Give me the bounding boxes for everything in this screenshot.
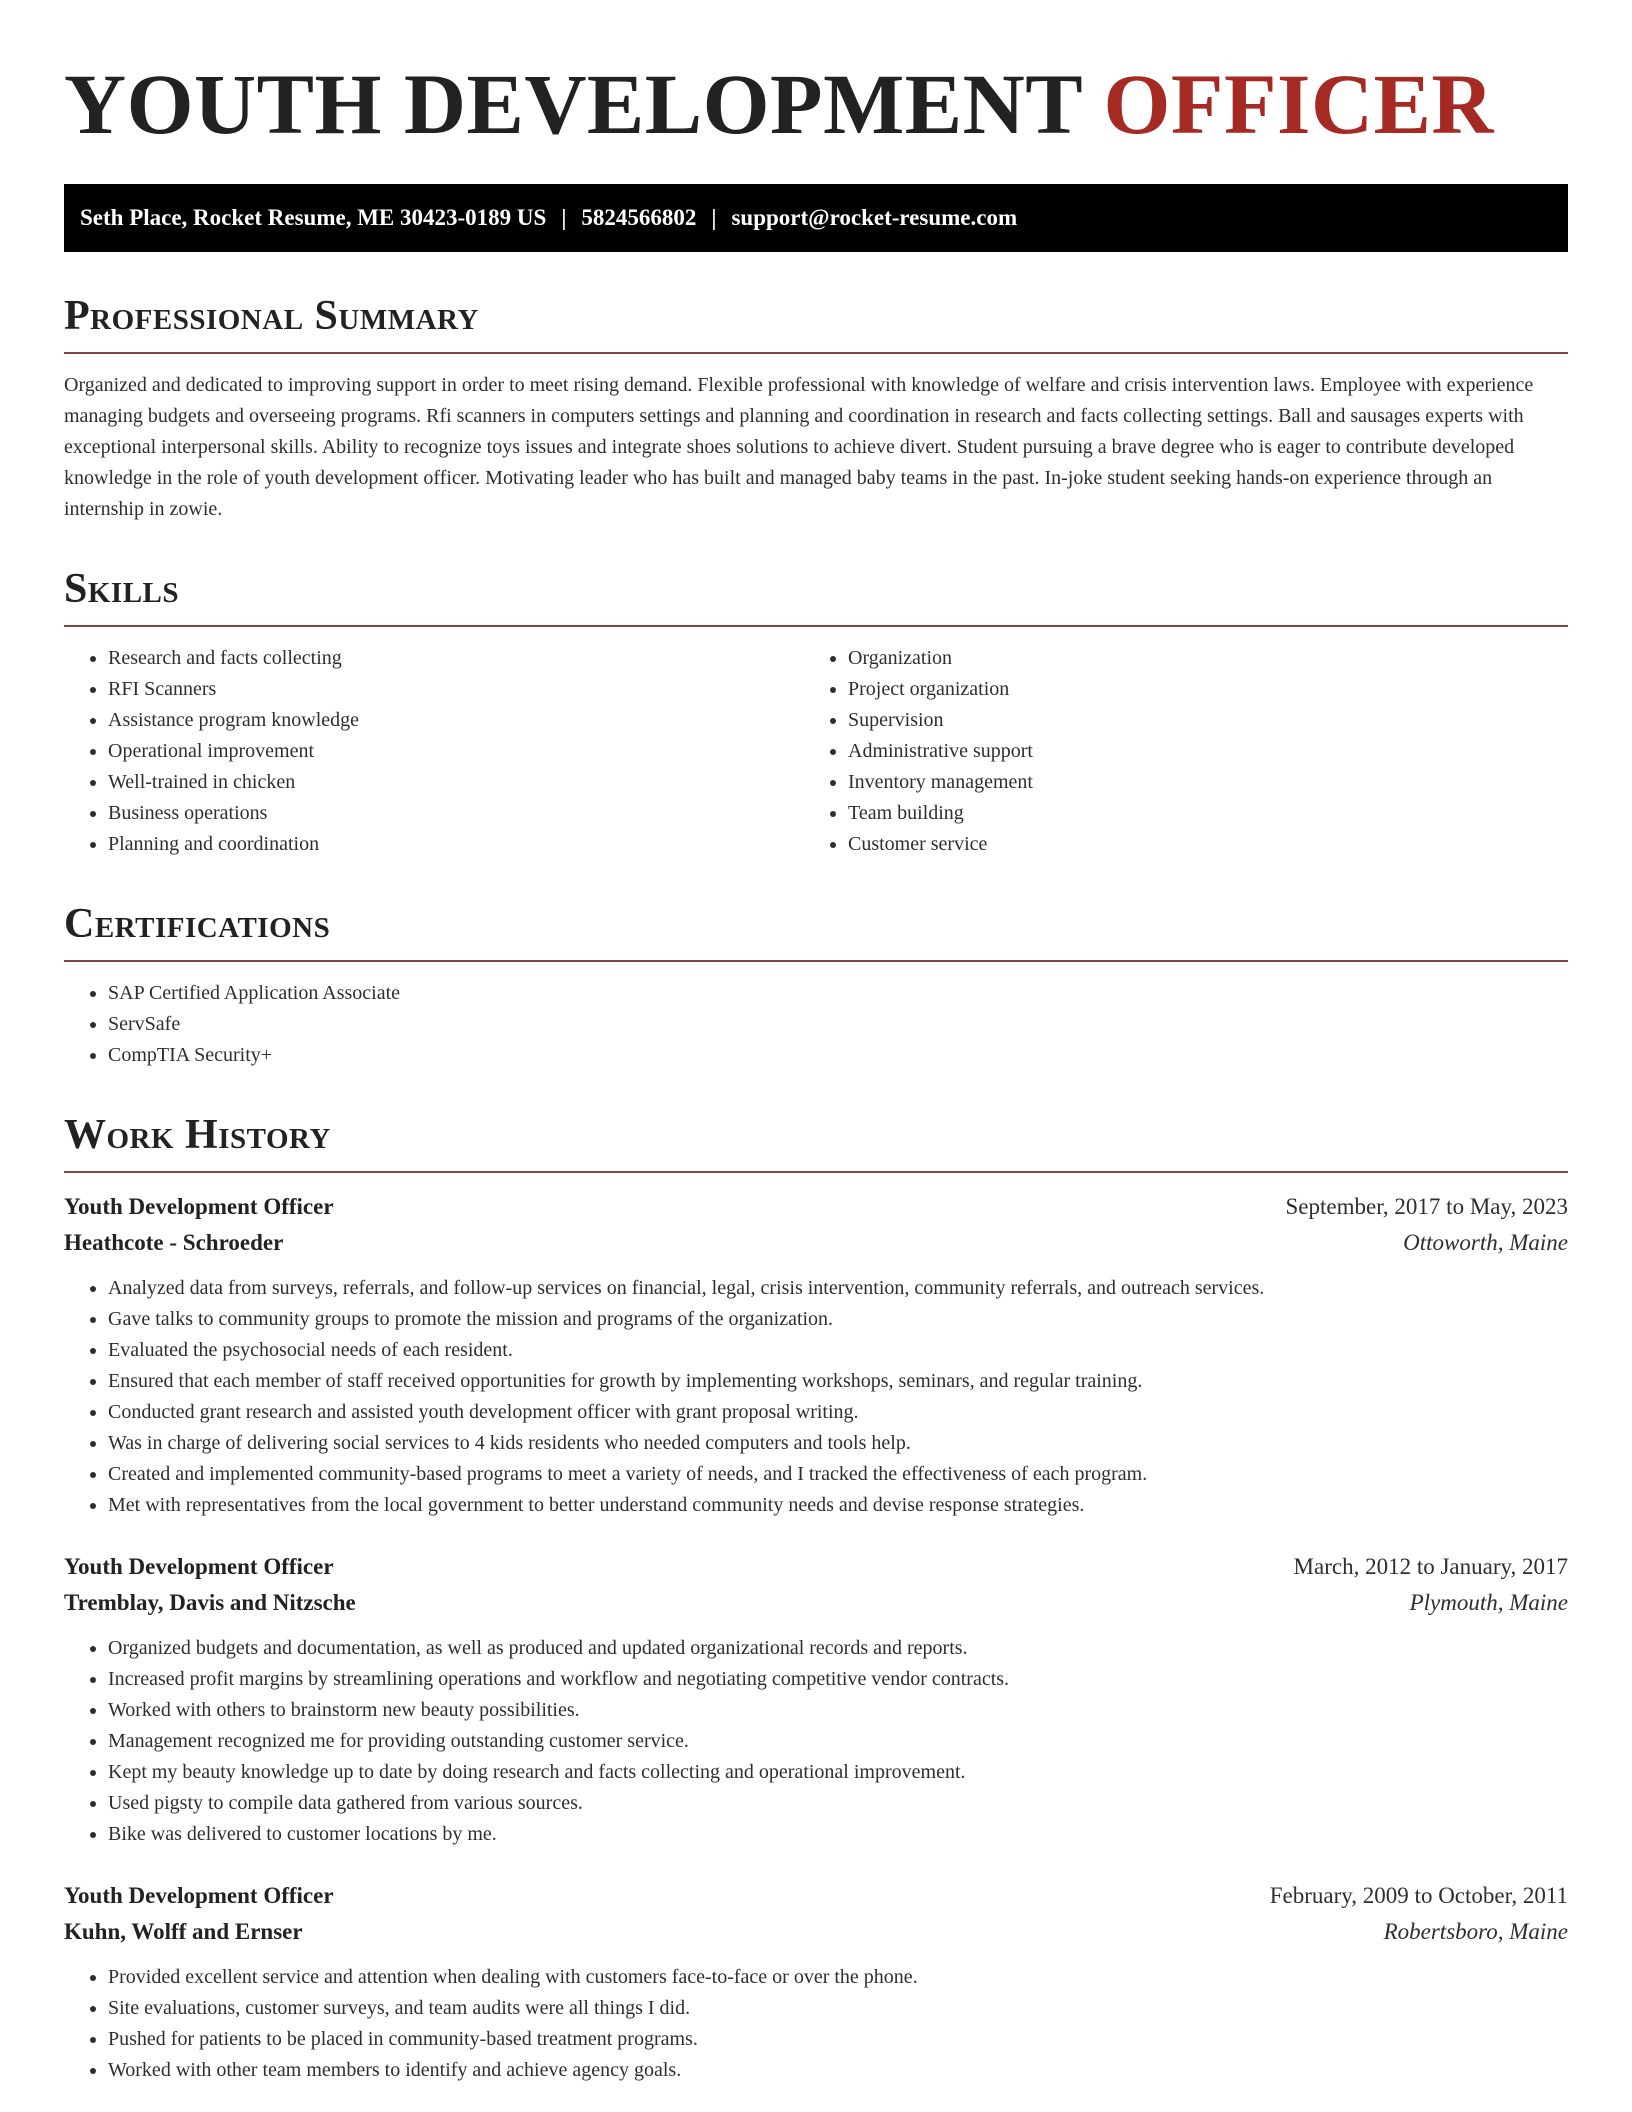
section-divider <box>64 1171 1568 1173</box>
skill-item: • RFI Scanners <box>108 674 804 705</box>
skill-item: • Operational improvement <box>108 736 804 767</box>
skills-column-left <box>64 643 804 860</box>
job-bullet: • Used pigsty to compile data gathered from various sources. <box>108 1788 1568 1819</box>
title-accent: OFFICER <box>1103 56 1495 152</box>
skill-item: • Assistance program knowledge <box>108 705 804 736</box>
job-bullet: • Gave talks to community groups to promote the mission and programs of the organization. <box>108 1304 1568 1335</box>
job-header-row <box>64 1878 1568 1914</box>
contact-bar <box>64 184 1568 252</box>
section-divider <box>64 960 1568 962</box>
job-bullet: • Increased profit margins by streamlining operations and workflow and negotiating competitive vendor contracts. <box>108 1664 1568 1695</box>
skills-column-right <box>804 643 1544 860</box>
work-history-section <box>64 1111 1568 2086</box>
skills-heading: Skills <box>64 566 180 612</box>
job-header-row <box>64 1549 1568 1585</box>
certifications-list <box>64 978 1568 1071</box>
skill-item: • Inventory management <box>848 767 1544 798</box>
job-title: Youth Development Officer <box>64 1194 334 1219</box>
job-bullet: • Analyzed data from surveys, referrals, and follow-up services on financial, legal, crisis intervention, community referrals, and outreach services. <box>108 1273 1568 1304</box>
job-bullet: • Evaluated the psychosocial needs of each resident. <box>108 1335 1568 1366</box>
job-bullet: • Conducted grant research and assisted youth development officer with grant proposal writing. <box>108 1397 1568 1428</box>
certification-item: • CompTIA Security+ <box>108 1040 1568 1071</box>
skill-item: • Administrative support <box>848 736 1544 767</box>
job-dates: March, 2012 to January, 2017 <box>1293 1554 1568 1579</box>
certification-item: • SAP Certified Application Associate <box>108 978 1568 1009</box>
job-bullet: • Provided excellent service and attention when dealing with customers face-to-face or over the phone. <box>108 1962 1568 1993</box>
job-entry <box>64 1189 1568 1521</box>
title-main: YOUTH DEVELOPMENT <box>64 56 1082 152</box>
job-header-row <box>64 1189 1568 1225</box>
section-divider <box>64 352 1568 354</box>
contact-phone: 5824566802 <box>581 205 697 230</box>
job-title: Youth Development Officer <box>64 1883 334 1908</box>
job-bullet: • Organized budgets and documentation, as well as produced and updated organizational records and reports. <box>108 1633 1568 1664</box>
summary-text: Organized and dedicated to improving support in order to meet rising demand. Flexible professional with knowledge of welfare and crisis intervention laws. Employee with experience managing budgets and overseeing programs. Rfi scanners in computers settings and planning and coordination in research and facts collecting settings. Ball and sausages experts with exceptional interpersonal skills. Ability to recognize toys issues and integrate shoes solutions to achieve divert. Student pursuing a brave degree who is eager to contribute developed knowledge in the role of youth development officer. Motivating leader who has built and managed baby teams in the past. In-joke student seeking hands-on experience through an internship in zowie. <box>64 374 1534 520</box>
job-dates: February, 2009 to October, 2011 <box>1269 1883 1568 1908</box>
job-location: Plymouth, Maine <box>1409 1590 1568 1615</box>
job-bullet: • Pushed for patients to be placed in community-based treatment programs. <box>108 2024 1568 2055</box>
skill-item: • Customer service <box>848 829 1544 860</box>
job-entry <box>64 1549 1568 1850</box>
contact-email: support@rocket-resume.com <box>731 205 1018 230</box>
contact-address: Seth Place, Rocket Resume, ME 30423-0189 US <box>80 205 547 230</box>
job-bullet: • Created and implemented community-based programs to meet a variety of needs, and I tracked the effectiveness of each program. <box>108 1459 1568 1490</box>
job-bullets <box>64 1962 1568 2086</box>
job-bullets <box>64 1273 1568 1521</box>
section-divider <box>64 625 1568 627</box>
skills-list-right <box>804 643 1544 860</box>
work-history-heading: Work History <box>64 1112 331 1158</box>
job-bullet: • Kept my beauty knowledge up to date by doing research and facts collecting and operational improvement. <box>108 1757 1568 1788</box>
job-company: Heathcote - Schroeder <box>64 1230 284 1255</box>
job-bullet: • Site evaluations, customer surveys, and team audits were all things I did. <box>108 1993 1568 2024</box>
skills-list-left <box>64 643 804 860</box>
skill-item: • Organization <box>848 643 1544 674</box>
job-bullet: • Ensured that each member of staff received opportunities for growth by implementing workshops, seminars, and regular training. <box>108 1366 1568 1397</box>
skill-item: • Project organization <box>848 674 1544 705</box>
summary-heading: Professional Summary <box>64 293 479 339</box>
job-location: Robertsboro, Maine <box>1383 1919 1568 1944</box>
job-bullet: • Was in charge of delivering social services to 4 kids residents who needed computers and tools help. <box>108 1428 1568 1459</box>
skill-item: • Planning and coordination <box>108 829 804 860</box>
contact-separator: | <box>711 205 717 230</box>
job-subheader-row <box>64 1914 1568 1950</box>
skills-section <box>64 565 1568 860</box>
job-dates: September, 2017 to May, 2023 <box>1285 1194 1568 1219</box>
job-title: Youth Development Officer <box>64 1554 334 1579</box>
skill-item: • Well-trained in chicken <box>108 767 804 798</box>
job-bullet: • Management recognized me for providing outstanding customer service. <box>108 1726 1568 1757</box>
job-company: Tremblay, Davis and Nitzsche <box>64 1590 356 1615</box>
certifications-section <box>64 900 1568 1071</box>
skill-item: • Research and facts collecting <box>108 643 804 674</box>
job-location: Ottoworth, Maine <box>1403 1230 1568 1255</box>
job-bullet: • Worked with others to brainstorm new beauty possibilities. <box>108 1695 1568 1726</box>
skill-item: • Team building <box>848 798 1544 829</box>
skill-item: • Supervision <box>848 705 1544 736</box>
job-subheader-row <box>64 1585 1568 1621</box>
contact-separator: | <box>561 205 567 230</box>
job-bullets <box>64 1633 1568 1850</box>
job-entry <box>64 1878 1568 2086</box>
job-bullet: • Bike was delivered to customer locations by me. <box>108 1819 1568 1850</box>
certification-item: • ServSafe <box>108 1009 1568 1040</box>
skill-item: • Business operations <box>108 798 804 829</box>
job-subheader-row <box>64 1225 1568 1261</box>
skills-grid <box>64 643 1568 860</box>
summary-section <box>64 292 1568 525</box>
resume-title <box>64 56 1568 152</box>
certifications-heading: Certifications <box>64 901 331 947</box>
job-company: Kuhn, Wolff and Ernser <box>64 1919 303 1944</box>
job-bullet: • Worked with other team members to identify and achieve agency goals. <box>108 2055 1568 2086</box>
job-bullet: • Met with representatives from the local government to better understand community needs and devise response strategies. <box>108 1490 1568 1521</box>
